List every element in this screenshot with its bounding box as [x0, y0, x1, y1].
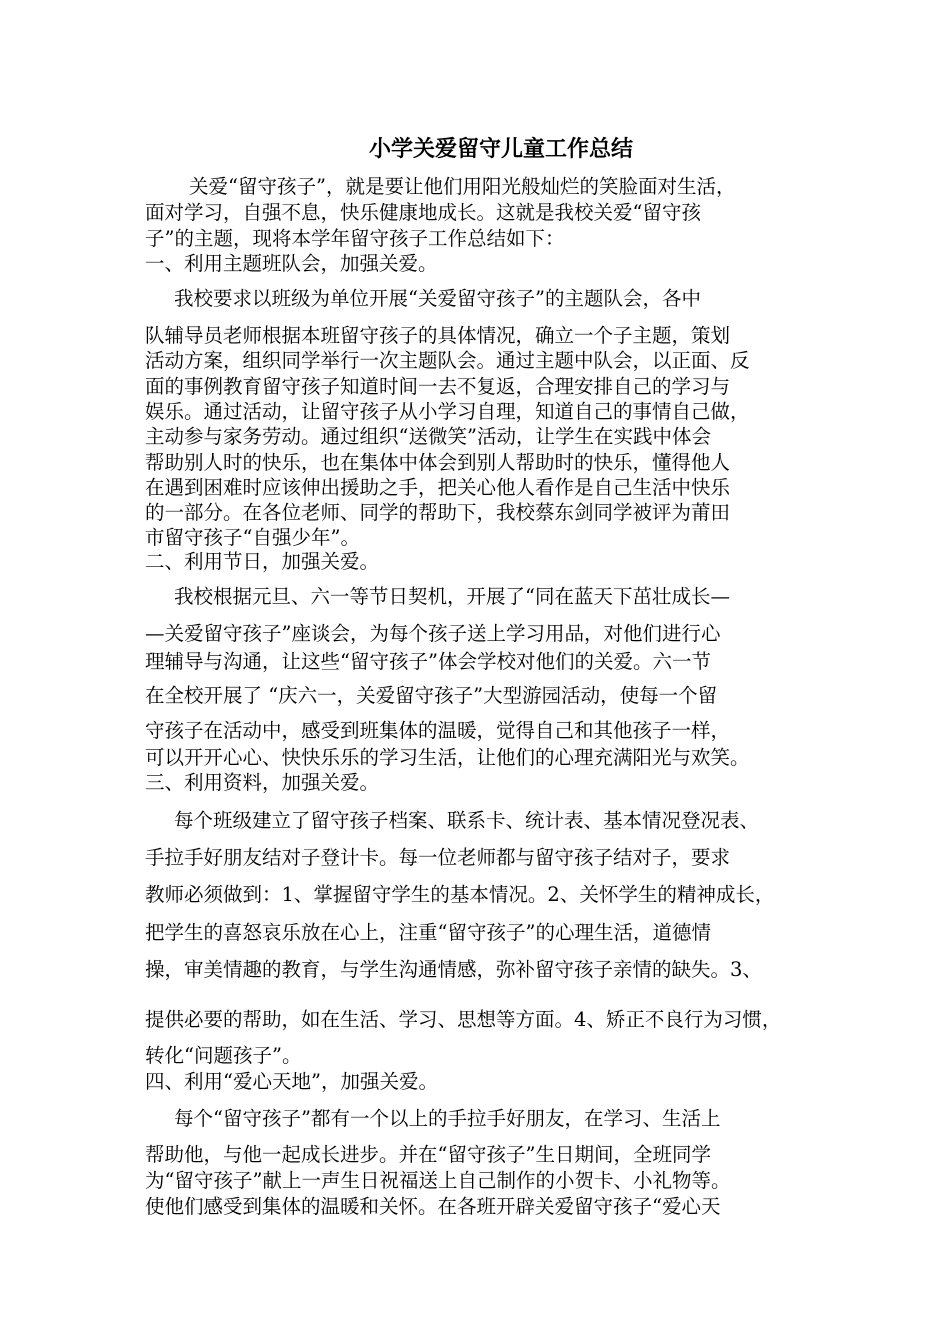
body-line: 子”的主题，现将本学年留守孩子工作总结如下：	[145, 227, 565, 250]
body-line: 的一部分。在各位老师、同学的帮助下，我校蔡东剑同学被评为莆田	[145, 501, 731, 524]
document-title: 小学关爱留守儿童工作总结	[368, 137, 633, 162]
body-line: 每个班级建立了留守孩子档案、联系卡、统计表、基本情况登况表、	[174, 809, 760, 832]
body-line: 手拉手好朋友结对子登计卡。每一位老师都与留守孩子结对子，要求	[145, 846, 731, 869]
body-line: 理辅导与沟通，让这些“留守孩子”体会学校对他们的关爱。六一节	[145, 650, 711, 673]
body-line: 守孩子在活动中，感受到班集体的温暖，觉得自己和其他孩子一样，	[145, 719, 731, 742]
section-heading: 三、利用资料，加强关爱。	[145, 771, 380, 794]
body-line: 在遇到困难时应该伸出援助之手，把关心他人看作是自己生活中快乐	[145, 476, 731, 499]
body-line: 使他们感受到集体的温暖和关怀。在各班开辟关爱留守孩子“爱心天	[145, 1195, 721, 1218]
body-line: 市留守孩子“自强少年”。	[145, 526, 360, 549]
body-line: 为“留守孩子”献上一声生日祝福送上自己制作的小贺卡、小礼物等。	[145, 1169, 731, 1192]
body-line: 把学生的喜怒哀乐放在心上，注重“留守孩子”的心理生活，道德情	[145, 921, 711, 944]
body-line: 转化“问题孩子”。	[145, 1044, 302, 1067]
body-line: 可以开开心心、快快乐乐的学习生活，让他们的心理充满阳光与欢笑。	[145, 746, 750, 769]
body-line: 面的事例教育留守孩子知道时间一去不复返，合理安排自己的学习与	[145, 375, 731, 398]
body-line: 操，审美情趣的教育，与学生沟通情感，弥补留守孩子亲情的缺失。3、	[145, 958, 762, 981]
body-line: 每个“留守孩子”都有一个以上的手拉手好朋友，在学习、生活上	[174, 1107, 721, 1130]
body-line: 关爱“留守孩子”，就是要让他们用阳光般灿烂的笑脸面对生活，	[189, 175, 736, 198]
body-line: 主动参与家务劳动。通过组织“送微笑”活动，让学生在实践中体会	[145, 425, 711, 448]
body-line: 我校要求以班级为单位开展“关爱留守孩子”的主题队会，各中	[174, 287, 701, 310]
body-line: 在全校开展了 “庆六一，关爱留守孩子”大型游园活动，使每一个留	[145, 684, 718, 707]
body-line: 我校根据元旦、六一等节日契机，开展了“同在蓝天下茁壮成长—	[174, 585, 730, 608]
body-line: 队辅导员老师根据本班留守孩子的具体情况，确立一个子主题，策划	[145, 324, 731, 347]
body-line: 帮助别人时的快乐，也在集体中体会到别人帮助时的快乐，懂得他人	[145, 451, 731, 474]
body-line: 帮助他，与他一起成长进步。并在“留守孩子”生日期间，全班同学	[145, 1143, 711, 1166]
section-heading: 一、利用主题班队会，加强关爱。	[145, 252, 438, 275]
section-heading: 四、利用“爱心天地”，加强关爱。	[145, 1070, 438, 1093]
body-line: —关爱留守孩子”座谈会，为每个孩子送上学习用品，对他们进行心	[145, 622, 721, 645]
body-line: 娱乐。通过活动，让留守孩子从小学习自理，知道自己的事情自己做，	[145, 400, 750, 423]
body-line: 提供必要的帮助，如在生活、学习、思想等方面。4、矫正不良行为习惯，	[145, 1008, 782, 1031]
section-heading: 二、利用节日，加强关爱。	[145, 550, 380, 573]
body-line: 面对学习，自强不息，快乐健康地成长。这就是我校关爱“留守孩	[145, 201, 701, 224]
body-line: 活动方案，组织同学举行一次主题队会。通过主题中队会，以正面、反	[145, 349, 750, 372]
body-line: 教师必须做到：1、掌握留守学生的基本情况。2、关怀学生的精神成长，	[145, 883, 775, 906]
